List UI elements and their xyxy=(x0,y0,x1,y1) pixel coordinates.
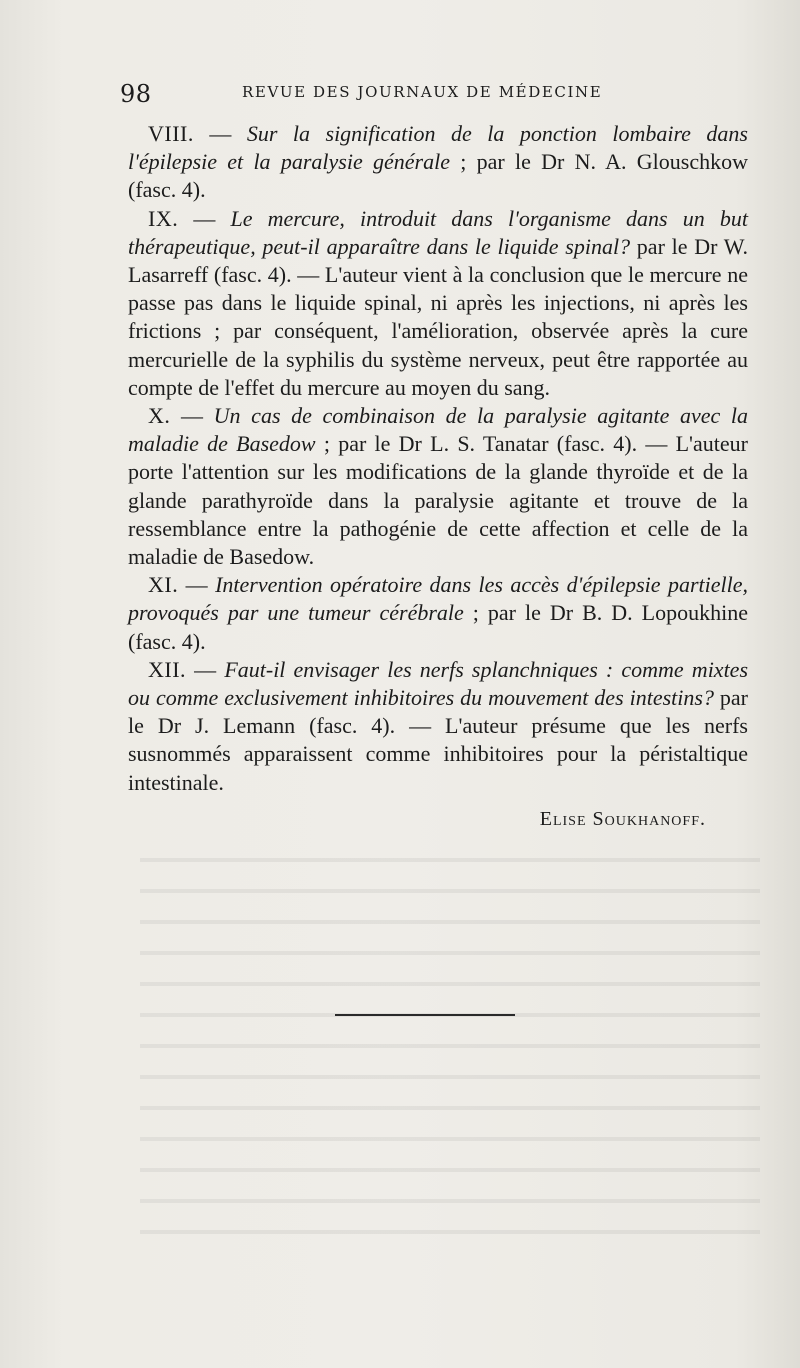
entry-text: ; par le Dr B. D. Lopoukhine (fasc. 4). xyxy=(128,600,748,654)
abstract-entry xyxy=(128,120,748,205)
entry-title: Faut-il envisager les nerfs splanchniques : comme mixtes ou comme exclusivement inhibitoires du mouvement des intestins? xyxy=(128,656,749,711)
entry-text: ; par le Dr N. A. Glouschkow (fasc. 4). xyxy=(128,149,748,203)
abstract-entry xyxy=(128,205,748,402)
entry-number: IX. xyxy=(148,205,179,231)
show-through-texture xyxy=(140,840,760,1260)
author-signature: Elise Soukhanoff. xyxy=(539,807,706,830)
page-number: 98 xyxy=(120,80,152,108)
entry-text: ; par le Dr L. S. Tanatar (fasc. 4). — L'auteur porte l'attention sur les modifications de la glande thyroïde et de la glande parathyroïde dans la paralysie agitante et trouve de la ressemblance entre la pathogénie de cette affection et celle de la maladie de Basedow. xyxy=(128,431,748,570)
entry-text: par le Dr W. Lasarreff (fasc. 4). — L'auteur vient à la conclusion que le mercure ne passe pas dans le liquide spinal, ni après les injections, ni après les frictions ; par conséquent, l'amélioration, observée après la cure mercurielle de la syphilis du système nerveux, peut être rapportée au compte de l'effet du mercure au moyen du sang. xyxy=(128,233,748,400)
entry-dash: — xyxy=(193,121,247,146)
entry-text: par le Dr J. Lemann (fasc. 4). — L'auteur présume que les nerfs susnommés apparaissent comme inhibitoires pour la péristaltique intestinale. xyxy=(128,685,748,795)
entry-dash: — xyxy=(186,656,225,682)
article-body xyxy=(128,120,748,833)
entry-title: Intervention opératoire dans les accès d'épilepsie partielle, provoqués par une tumeur cérébrale xyxy=(128,572,749,626)
entry-dash: — xyxy=(170,403,214,429)
entry-title: Un cas de combinaison de la paralysie agitante avec la maladie de Basedow xyxy=(128,403,748,457)
entry-title: Le mercure, introduit dans l'organisme dans un but thérapeutique, peut-il apparaître dans le liquide spinal? xyxy=(128,205,749,259)
running-head: REVUE DES JOURNAUX DE MÉDECINE xyxy=(242,83,603,101)
section-divider-rule xyxy=(335,1014,515,1016)
page-header xyxy=(120,80,740,116)
entry-title: Sur la signification de la ponction lombaire dans l'épilepsie et la paralysie générale xyxy=(128,121,748,175)
abstract-entry xyxy=(128,571,748,656)
entry-dash: — xyxy=(178,572,216,598)
entry-dash: — xyxy=(178,205,231,231)
entry-number: X. xyxy=(148,403,171,429)
abstract-entry xyxy=(128,656,748,797)
entry-number: XI. xyxy=(148,572,179,598)
entry-number: VIII. xyxy=(148,121,194,146)
abstract-entry xyxy=(128,402,748,571)
entry-number: XII. xyxy=(148,656,187,682)
